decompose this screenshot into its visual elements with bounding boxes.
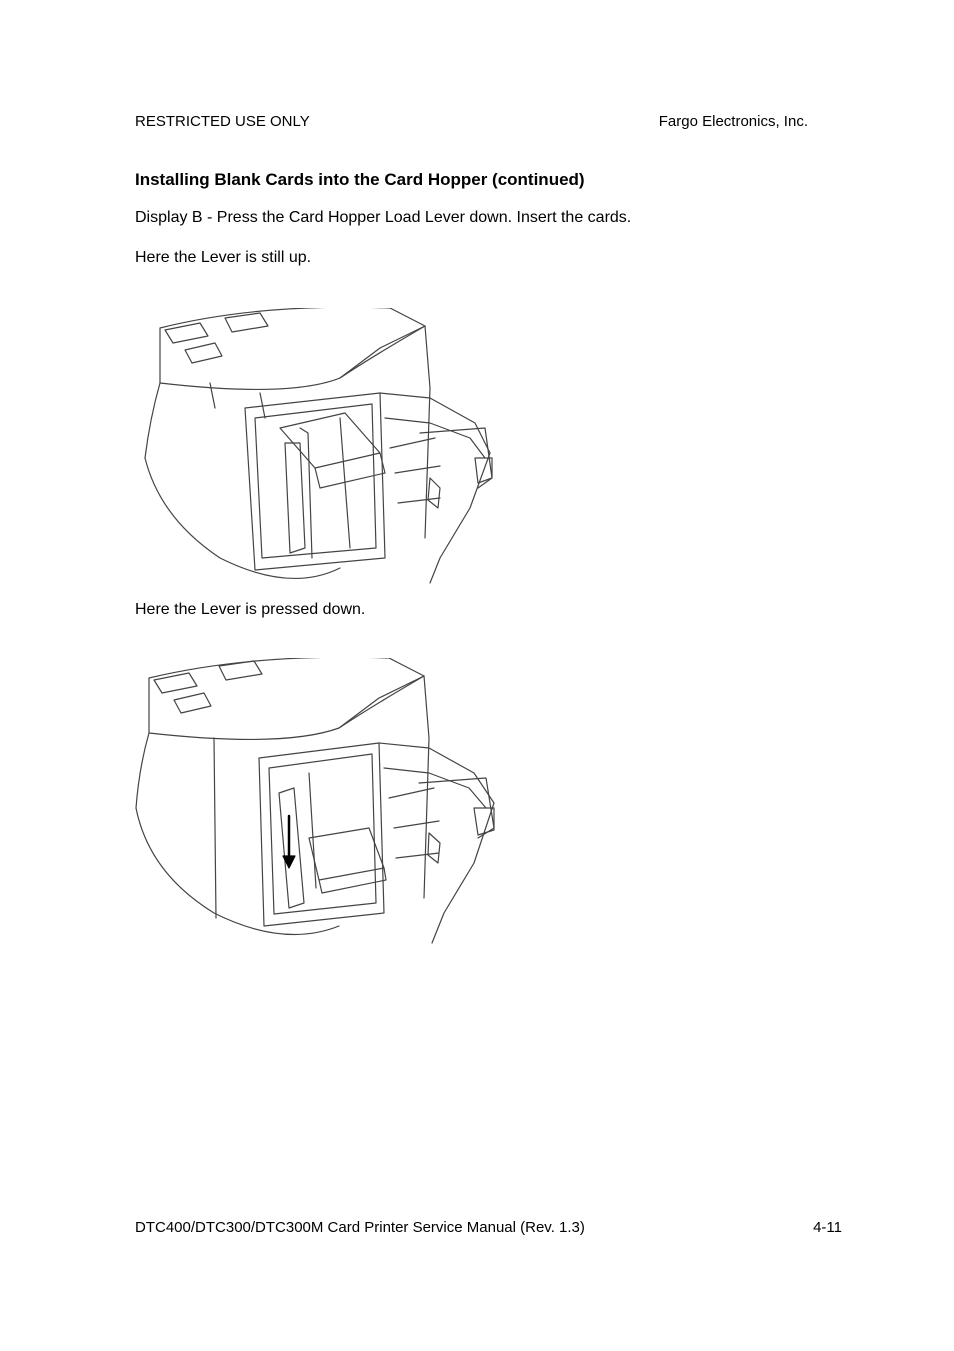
intro-paragraph: Display B - Press the Card Hopper Load Lever down. Insert the cards. xyxy=(135,209,632,226)
page-number: 4-11 xyxy=(813,1219,842,1236)
caption-lever-up: Here the Lever is still up. xyxy=(135,249,312,266)
caption-lever-down: Here the Lever is pressed down. xyxy=(135,601,366,618)
section-title: Installing Blank Cards into the Card Hopper (continued) xyxy=(135,170,585,189)
figure-lever-up xyxy=(140,308,496,590)
figure-lever-down xyxy=(134,658,500,950)
header-left: RESTRICTED USE ONLY xyxy=(135,113,310,130)
header-right: Fargo Electronics, Inc. xyxy=(658,113,808,130)
footer-left: DTC400/DTC300/DTC300M Card Printer Service Manual (Rev. 1.3) xyxy=(135,1219,585,1236)
